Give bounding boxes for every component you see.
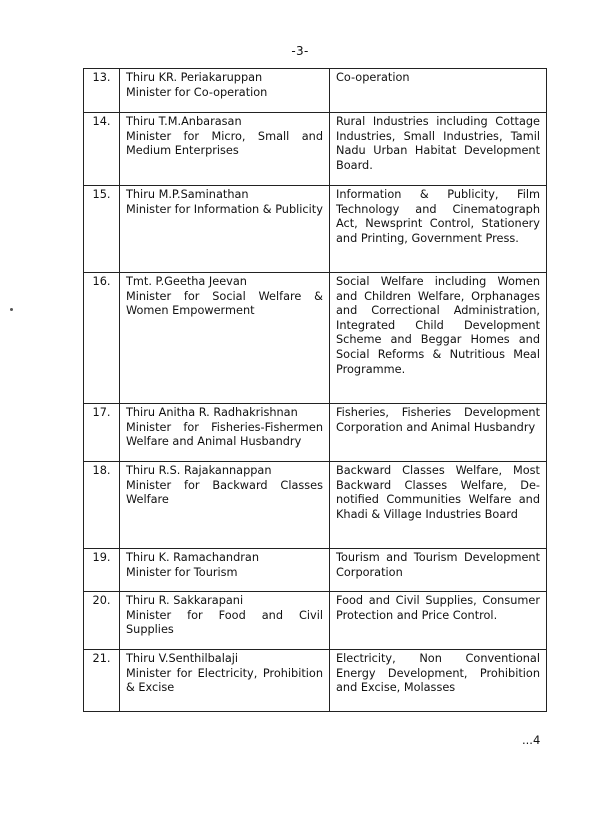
portfolio-cell [330,650,547,712]
minister-title: Minister for Food and Civil Supplies [126,608,323,637]
minister-name: Thiru K. Ramachandran [126,551,259,564]
minister-title: Minister for Backward Classes Welfare [126,478,323,507]
minister-cell [120,650,330,712]
minister-name: Thiru M.P.Saminathan [126,188,249,201]
minister-cell [120,186,330,273]
minister-name: Thiru R.S. Rajakannappan [126,464,272,477]
minister-cell [120,404,330,462]
minister-name: Tmt. P.Geetha Jeevan [126,275,247,288]
scan-speck [10,308,13,311]
portfolio-cell [330,549,547,592]
table-row [84,549,547,592]
portfolio-cell [330,113,547,186]
table-row [84,69,547,113]
row-number: 14. [84,113,120,186]
table-row [84,462,547,549]
minister-title: Minister for Social Welfare & Women Empowerment [126,289,323,318]
portfolio-text: Social Welfare including Women and Children Welfare, Orphanages and Correctional Administration, Integrated Child Development Scheme and Beggar Homes and Social Reforms & Nutritious Meal Programme. [336,275,540,376]
portfolio-cell [330,69,547,113]
continuation-marker: ...4 [522,733,541,747]
row-number: 20. [84,592,120,650]
table-row [84,113,547,186]
portfolio-cell [330,273,547,404]
minister-name: Thiru Anitha R. Radhakrishnan [126,406,298,419]
row-number: 18. [84,462,120,549]
portfolio-text: Rural Industries including Cottage Industries, Small Industries, Tamil Nadu Urban Habitat Development Board. [336,115,540,172]
minister-name: Thiru T.M.Anbarasan [126,115,242,128]
minister-cell [120,592,330,650]
minister-title: Minister for Micro, Small and Medium Enterprises [126,129,323,158]
ministers-table [83,68,547,712]
minister-title: Minister for Electricity, Prohibition & Excise [126,666,323,695]
row-number: 15. [84,186,120,273]
minister-name: Thiru KR. Periakaruppan [126,71,263,84]
minister-title: Minister for Tourism [126,565,238,579]
minister-title: Minister for Information & Publicity [126,202,323,216]
table-row [84,186,547,273]
minister-name: Thiru R. Sakkarapani [126,594,244,607]
row-number: 21. [84,650,120,712]
table-row [84,273,547,404]
table-row [84,592,547,650]
minister-cell [120,273,330,404]
minister-cell [120,462,330,549]
portfolio-text: Co-operation [336,71,410,84]
minister-name: Thiru V.Senthilbalaji [126,652,239,665]
minister-cell [120,113,330,186]
table-row [84,650,547,712]
row-number: 13. [84,69,120,113]
portfolio-text: Fisheries, Fisheries Development Corporation and Animal Husbandry [336,406,540,434]
page-number: -3- [291,44,309,58]
portfolio-text: Tourism and Tourism Development Corporation [336,551,540,579]
portfolio-cell [330,592,547,650]
portfolio-text: Backward Classes Welfare, Most Backward Classes Welfare, De-notified Communities Welfare and Khadi & Village Industries Board [336,464,540,521]
portfolio-text: Food and Civil Supplies, Consumer Protection and Price Control. [336,594,540,622]
portfolio-text: Electricity, Non Conventional Energy Development, Prohibition and Excise, Molasses [336,652,540,695]
portfolio-text: Information & Publicity, Film Technology and Cinematograph Act, Newsprint Control, Stationery and Printing, Government Press. [336,188,540,245]
minister-cell [120,69,330,113]
table-row [84,404,547,462]
minister-title: Minister for Fisheries-Fishermen Welfare and Animal Husbandry [126,420,323,449]
row-number: 17. [84,404,120,462]
portfolio-cell [330,462,547,549]
row-number: 19. [84,549,120,592]
minister-cell [120,549,330,592]
minister-title: Minister for Co-operation [126,85,268,99]
portfolio-cell [330,186,547,273]
row-number: 16. [84,273,120,404]
portfolio-cell [330,404,547,462]
